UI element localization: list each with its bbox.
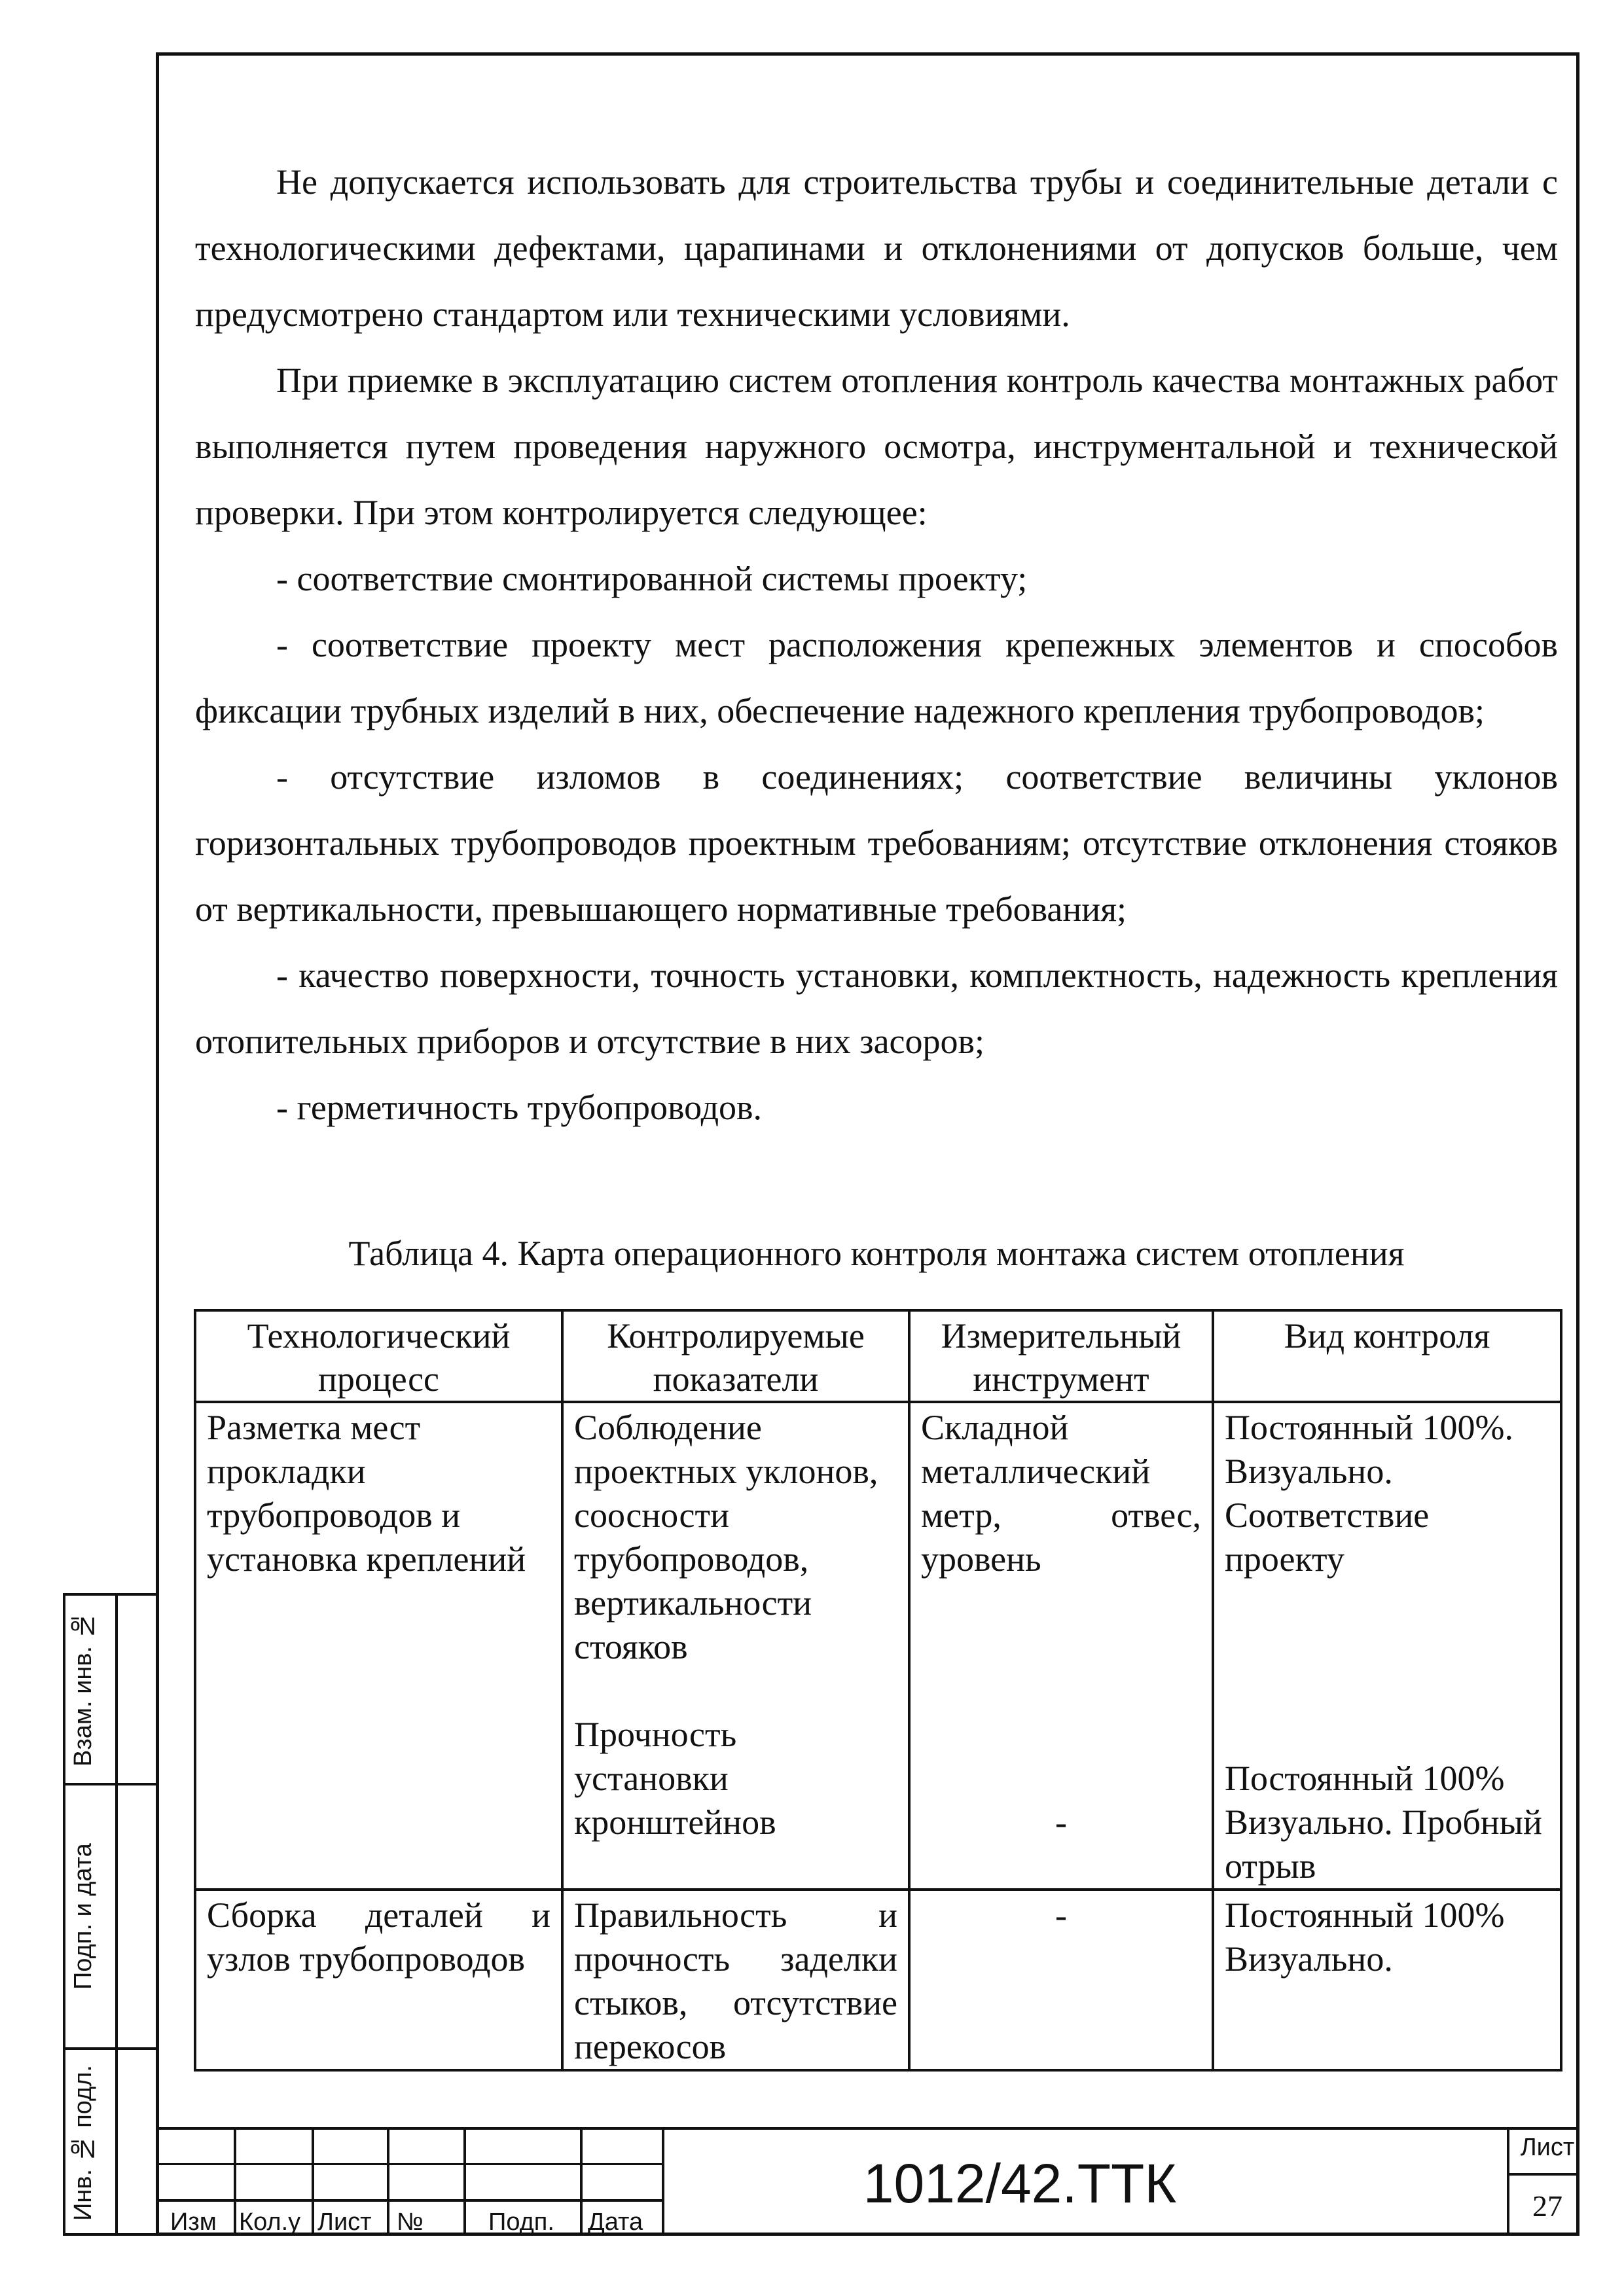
sheet-label: Лист [1520,2134,1575,2161]
col-sheet: Лист [317,2208,372,2236]
cell-instrument: - [909,1890,1213,2070]
cell-process: Разметка мест прокладки трубопроводов и установка креплений [195,1402,562,1890]
cell-process: Сборка деталей и узлов трубопроводов [195,1890,562,2070]
list-item: - качество поверхности, точность установки, комплектность, надежность крепления отопительных приборов и отсутствие в них засоров; [195,956,1558,1061]
side-stamp [63,1593,156,2236]
control-text: Постоянный 100%. Визуально. Соответствие проекту [1225,1408,1513,1579]
control-table [194,1309,1562,2072]
list-item: - соответствие проекту мест расположения крепежных элементов и способов фиксации трубных изделий в них, обеспечение надежного крепления трубопроводов; [195,625,1558,730]
indicators-text: Прочность установки кронштейнов [574,1715,776,1842]
header-control-type: Вид контроля [1213,1310,1561,1402]
header-instrument: Измерительный инструмент [909,1310,1213,1402]
col-change: Изм [170,2208,217,2236]
paragraph: Не допускается использовать для строительства трубы и соединительные детали с технологическими дефектами, царапинами и отклонениями от допусков больше, чем предусмотрено стандартом или техническими условиями. [195,162,1558,334]
list-item: - отсутствие изломов в соединениях; соответствие величины уклонов горизонтальных трубопроводов проектным требованиям; отсутствие отклонения стояков от вертикальности, превышающего нормативные требования; [195,757,1558,929]
cell-indicators: Правильность и прочность заделки стыков, отсутствие перекосов [562,1890,909,2070]
header-indicators: Контролируемые показатели [562,1310,909,1402]
document-code: 1012/42.ТТК [863,2153,1177,2214]
list-item: - соответствие смонтированной системы проекту; [276,559,1028,598]
title-block [156,2127,1579,2236]
table-row [195,1890,1561,2070]
col-doc-number: № [397,2208,424,2236]
table-row [195,1402,1561,1890]
control-text: Постоянный 100% Визуально. Пробный отрыв [1225,1759,1542,1886]
cell-control-type [1213,1402,1561,1890]
col-quantity: Кол.у [239,2208,301,2236]
header-process: Технологический процесс [195,1310,562,1402]
side-label-replacement-inventory: Взам. инв. № [69,1611,97,1767]
table-caption: Таблица 4. Карта операционного контроля монтажа систем отопления [348,1234,1405,1273]
col-signature: Подп. [488,2208,554,2236]
sheet-number: 27 [1532,2189,1562,2223]
indicators-text: Соблюдение проектных уклонов, соосности трубопроводов, вертикальности стояков [574,1408,878,1666]
body-text [195,149,1558,1141]
side-label-signature-date: Подп. и дата [69,1843,97,1990]
col-date: Дата [588,2208,643,2236]
instrument-text: Складной металлический метр, отвес, уровень [921,1408,1201,1579]
cell-indicators [562,1402,909,1890]
paragraph: При приемке в эксплуатацию систем отопления контроль качества монтажных работ выполняется путем проведения наружного осмотра, инструментальной и технической проверки. При этом контролируется следующее: [195,361,1558,532]
instrument-text: - [1055,1803,1067,1842]
cell-control-type: Постоянный 100% Визуально. [1213,1890,1561,2070]
side-label-original-inventory: Инв. № подл. [69,2065,97,2221]
list-item: - герметичность трубопроводов. [276,1088,763,1127]
table-header-row [195,1310,1561,1402]
cell-instrument [909,1402,1213,1890]
